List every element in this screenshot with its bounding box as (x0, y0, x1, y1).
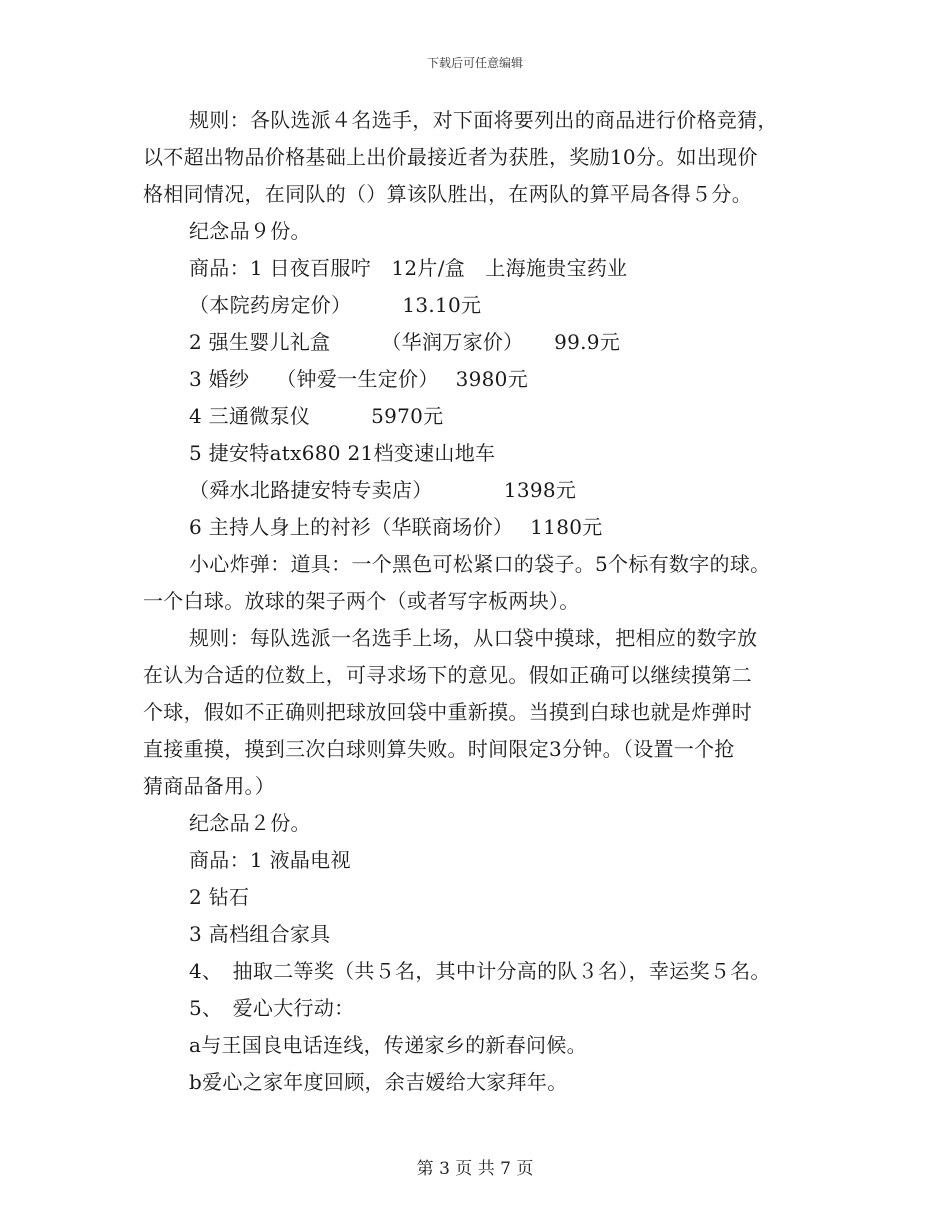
paragraph-rules-2-line-2: 在认为合适的位数上，可寻求场下的意见。假如正确可以继续摸第二 (143, 663, 752, 687)
bomb-game-props-line-1: 小心炸弹：道具：一个黑色可松紧口的袋子。5个标有数字的球。 (189, 552, 771, 576)
item-4-draw: 4、 抽取二等奖（共５名，其中计分高的队３名），幸运奖５名。 (189, 959, 771, 983)
product-6: 6 主持人身上的衬衫（华联商场价） 1180元 (189, 515, 603, 539)
product-1-price: （本院药房定价） 13.10元 (189, 293, 482, 317)
product-b-2: 2 钻石 (189, 885, 250, 909)
paragraph-rules-2-line-4: 直接重摸，摸到三次白球则算失败。时间限定3分钟。（设置一个抢 (143, 737, 735, 761)
product-b-3: 3 高档组合家具 (189, 922, 331, 946)
page-header: 下载后可任意编辑 (426, 56, 523, 70)
paragraph-rules-2-line-5: 猜商品备用。） (143, 774, 276, 798)
paragraph-rules-1-line-1: 规则：各队选派４名选手，对下面将要列出的商品进行价格竞猜， (189, 108, 778, 132)
souvenir-count-2: 纪念品２份。 (189, 811, 311, 835)
item-5b: b爱心之家年度回顾，余吉嫒给大家拜年。 (189, 1070, 568, 1094)
paragraph-rules-1-line-3: 格相同情况，在同队的（）算该队胜出，在两队的算平局各得５分。 (143, 182, 752, 206)
item-5-charity: 5、 爱心大行动： (189, 996, 355, 1020)
product-5-price: （舜水北路捷安特专卖店） 1398元 (189, 478, 577, 502)
page-footer: 第 3 页 共 7 页 (416, 1159, 534, 1179)
item-5a: a与王国良电话连线，传递家乡的新春问候。 (189, 1033, 587, 1057)
product-b-1: 商品：1 液晶电视 (189, 848, 351, 872)
paragraph-rules-2-line-1: 规则：每队选派一名选手上场，从口袋中摸球，把相应的数字放 (189, 626, 758, 650)
product-1: 商品：1 日夜百服咛 12片/盒 上海施贵宝药业 (189, 256, 628, 280)
paragraph-rules-2-line-3: 个球，假如不正确则把球放回袋中重新摸。当摸到白球也就是炸弹时 (143, 700, 752, 724)
product-5: 5 捷安特atx680 21档变速山地车 (189, 441, 496, 465)
product-4: 4 三通微泵仪 5970元 (189, 404, 444, 428)
souvenir-count-1: 纪念品９份。 (189, 219, 311, 243)
product-2: 2 强生婴儿礼盒 （华润万家价） 99.9元 (189, 330, 621, 354)
bomb-game-props-line-2: 一个白球。放球的架子两个（或者写字板两块）。 (143, 589, 580, 613)
product-3: 3 婚纱 （钟爱一生定价） 3980元 (189, 367, 528, 391)
paragraph-rules-1-line-2: 以不超出物品价格基础上出价最接近者为获胜，奖励10分。如出现价 (143, 145, 758, 169)
